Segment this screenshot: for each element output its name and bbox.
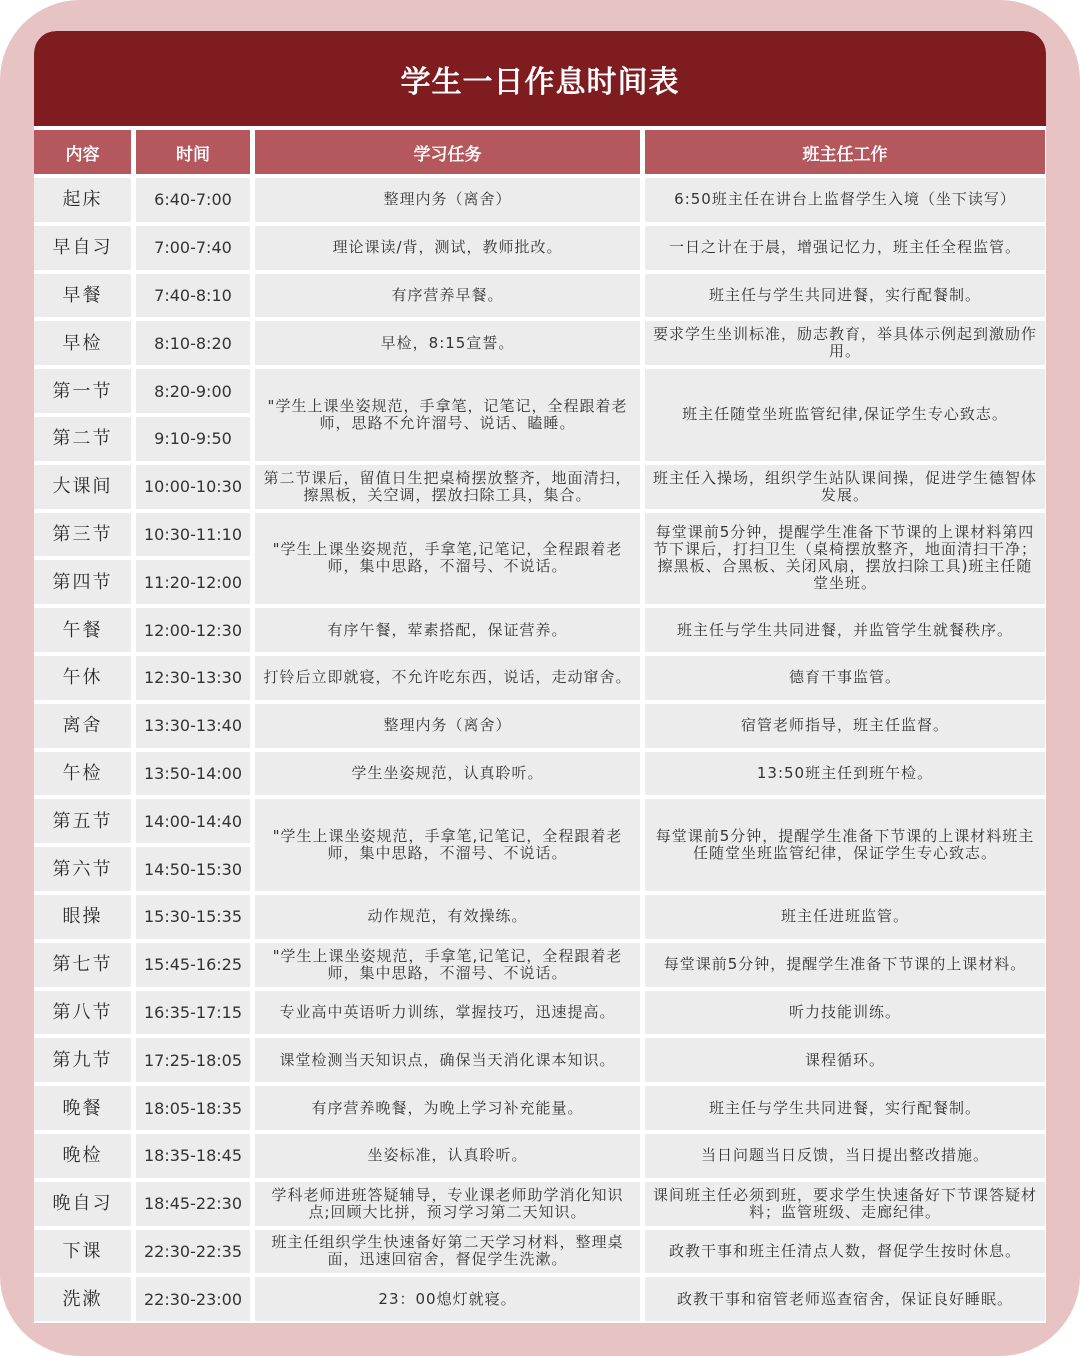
header-content: 内容 (34, 130, 131, 174)
row-name: 第六节 (34, 847, 131, 891)
row-name: 第七节 (34, 943, 131, 987)
row-name: 晚检 (34, 1134, 131, 1178)
row-time: 11:20-12:00 (136, 560, 250, 604)
study-task-cell: 有序营养晚餐，为晚上学习补充能量。 (255, 1086, 640, 1130)
row-time: 15:30-15:35 (136, 895, 250, 939)
row-name: 午检 (34, 752, 131, 796)
row-time: 15:45-16:25 (136, 943, 250, 987)
row-name: 大课间 (34, 465, 131, 509)
study-task-cell: 学科老师进班答疑辅导，专业课老师助学消化知识点;回顾大比拼，预习学习第二天知识。 (255, 1182, 640, 1226)
study-task-cell: 动作规范，有效操练。 (255, 895, 640, 939)
row-name: 第九节 (34, 1038, 131, 1082)
row-name: 第一节 (34, 369, 131, 413)
teacher-work-cell: 班主任与学生共同进餐，并监管学生就餐秩序。 (645, 608, 1045, 652)
teacher-work-cell: 课程循环。 (645, 1038, 1045, 1082)
row-time: 16:35-17:15 (136, 991, 250, 1035)
teacher-work-cell: 13:50班主任到班午检。 (645, 752, 1045, 796)
row-name: 第二节 (34, 417, 131, 461)
study-task-cell: 23：00熄灯就寝。 (255, 1277, 640, 1321)
row-time: 8:10-8:20 (136, 321, 250, 365)
teacher-work-cell: 宿管老师指导，班主任监督。 (645, 704, 1045, 748)
row-time: 10:30-11:10 (136, 513, 250, 557)
study-task-cell: 早检，8:15宣誓。 (255, 321, 640, 365)
row-name: 早餐 (34, 274, 131, 318)
row-time: 18:35-18:45 (136, 1134, 250, 1178)
teacher-work-cell: 班主任与学生共同进餐，实行配餐制。 (645, 1086, 1045, 1130)
teacher-work-cell: 政教干事和宿管老师巡查宿舍，保证良好睡眠。 (645, 1277, 1045, 1321)
study-task-cell: "学生上课坐姿规范，手拿笔,记笔记，全程跟着老师，集中思路，不溜号、不说话。 (255, 799, 640, 891)
teacher-work-cell: 听力技能训练。 (645, 991, 1045, 1035)
teacher-work-cell: 班主任进班监管。 (645, 895, 1045, 939)
row-time: 9:10-9:50 (136, 417, 250, 461)
study-task-cell: 整理内务（离舍） (255, 704, 640, 748)
row-name: 午餐 (34, 608, 131, 652)
row-name: 下课 (34, 1230, 131, 1274)
row-time: 18:45-22:30 (136, 1182, 250, 1226)
row-name: 晚自习 (34, 1182, 131, 1226)
row-time: 14:50-15:30 (136, 847, 250, 891)
study-task-cell: 第二节课后，留值日生把桌椅摆放整齐，地面清扫，擦黑板，关空调，摆放扫除工具，集合。 (255, 465, 640, 509)
row-time: 22:30-23:00 (136, 1277, 250, 1321)
row-time: 7:40-8:10 (136, 274, 250, 318)
study-task-cell: 理论课读/背，测试，教师批改。 (255, 226, 640, 270)
teacher-work-cell: 德育干事监管。 (645, 656, 1045, 700)
study-task-cell: 有序营养早餐。 (255, 274, 640, 318)
study-task-cell: "学生上课坐姿规范，手拿笔，记笔记，全程跟着老师，思路不允许溜号、说话、瞌睡。 (255, 369, 640, 461)
study-task-cell: 课堂检测当天知识点，确保当天消化课本知识。 (255, 1038, 640, 1082)
row-name: 离舍 (34, 704, 131, 748)
study-task-cell: 专业高中英语听力训练，掌握技巧，迅速提高。 (255, 991, 640, 1035)
row-time: 6:40-7:00 (136, 178, 250, 222)
row-name: 第五节 (34, 799, 131, 843)
row-name: 早自习 (34, 226, 131, 270)
study-task-cell: 有序午餐，荤素搭配，保证营养。 (255, 608, 640, 652)
row-time: 18:05-18:35 (136, 1086, 250, 1130)
teacher-work-cell: 当日问题当日反馈，当日提出整改措施。 (645, 1134, 1045, 1178)
study-task-cell: 坐姿标准，认真聆听。 (255, 1134, 640, 1178)
row-time: 13:50-14:00 (136, 752, 250, 796)
study-task-cell: "学生上课坐姿规范，手拿笔,记笔记，全程跟着老师，集中思路，不溜号、不说话。 (255, 943, 640, 987)
teacher-work-cell: 每堂课前5分钟，提醒学生准备下节课的上课材料班主任随堂坐班监管纪律，保证学生专心致志。 (645, 799, 1045, 891)
teacher-work-cell: 课间班主任必须到班，要求学生快速备好下节课答疑材料；监管班级、走廊纪律。 (645, 1182, 1045, 1226)
row-time: 8:20-9:00 (136, 369, 250, 413)
row-name: 第三节 (34, 513, 131, 557)
teacher-work-cell: 政教干事和班主任清点人数，督促学生按时休息。 (645, 1230, 1045, 1274)
schedule-card (34, 31, 1046, 1323)
study-task-cell: "学生上课坐姿规范，手拿笔,记笔记，全程跟着老师，集中思路，不溜号、不说话。 (255, 513, 640, 605)
teacher-work-cell: 每堂课前5分钟，提醒学生准备下节课的上课材料。 (645, 943, 1045, 987)
row-time: 12:30-13:30 (136, 656, 250, 700)
schedule-table (34, 130, 1046, 1321)
teacher-work-cell: 6:50班主任在讲台上监督学生入境（坐下读写） (645, 178, 1045, 222)
row-name: 第四节 (34, 560, 131, 604)
row-time: 17:25-18:05 (136, 1038, 250, 1082)
row-time: 22:30-22:35 (136, 1230, 250, 1274)
row-name: 眼操 (34, 895, 131, 939)
study-task-cell: 整理内务（离舍） (255, 178, 640, 222)
row-time: 12:00-12:30 (136, 608, 250, 652)
header-teacher-work: 班主任工作 (645, 130, 1045, 174)
teacher-work-cell: 一日之计在于晨，增强记忆力，班主任全程监管。 (645, 226, 1045, 270)
row-name: 晚餐 (34, 1086, 131, 1130)
study-task-cell: 打铃后立即就寝，不允许吃东西，说话，走动窜舍。 (255, 656, 640, 700)
header-time: 时间 (136, 130, 250, 174)
row-time: 7:00-7:40 (136, 226, 250, 270)
teacher-work-cell: 每堂课前5分钟，提醒学生准备下节课的上课材料第四节下课后，打扫卫生（桌椅摆放整齐，地面清扫干净；擦黑板、合黑板、关闭风扇，摆放扫除工具)班主任随堂坐班。 (645, 513, 1045, 605)
row-name: 第八节 (34, 991, 131, 1035)
page-title: 学生一日作息时间表 (400, 64, 680, 100)
row-name: 早检 (34, 321, 131, 365)
header-study-task: 学习任务 (255, 130, 640, 174)
row-time: 14:00-14:40 (136, 799, 250, 843)
row-time: 13:30-13:40 (136, 704, 250, 748)
teacher-work-cell: 班主任入操场，组织学生站队课间操，促进学生德智体发展。 (645, 465, 1045, 509)
teacher-work-cell: 班主任与学生共同进餐，实行配餐制。 (645, 274, 1045, 318)
teacher-work-cell: 班主任随堂坐班监管纪律,保证学生专心致志。 (645, 369, 1045, 461)
study-task-cell: 班主任组织学生快速备好第二天学习材料，整理桌面，迅速回宿舍，督促学生洗漱。 (255, 1230, 640, 1274)
study-task-cell: 学生坐姿规范，认真聆听。 (255, 752, 640, 796)
row-name: 洗漱 (34, 1277, 131, 1321)
teacher-work-cell: 要求学生坐训标准，励志教育，举具体示例起到激励作用。 (645, 321, 1045, 365)
title-band (34, 31, 1046, 126)
row-name: 午休 (34, 656, 131, 700)
row-time: 10:00-10:30 (136, 465, 250, 509)
row-name: 起床 (34, 178, 131, 222)
